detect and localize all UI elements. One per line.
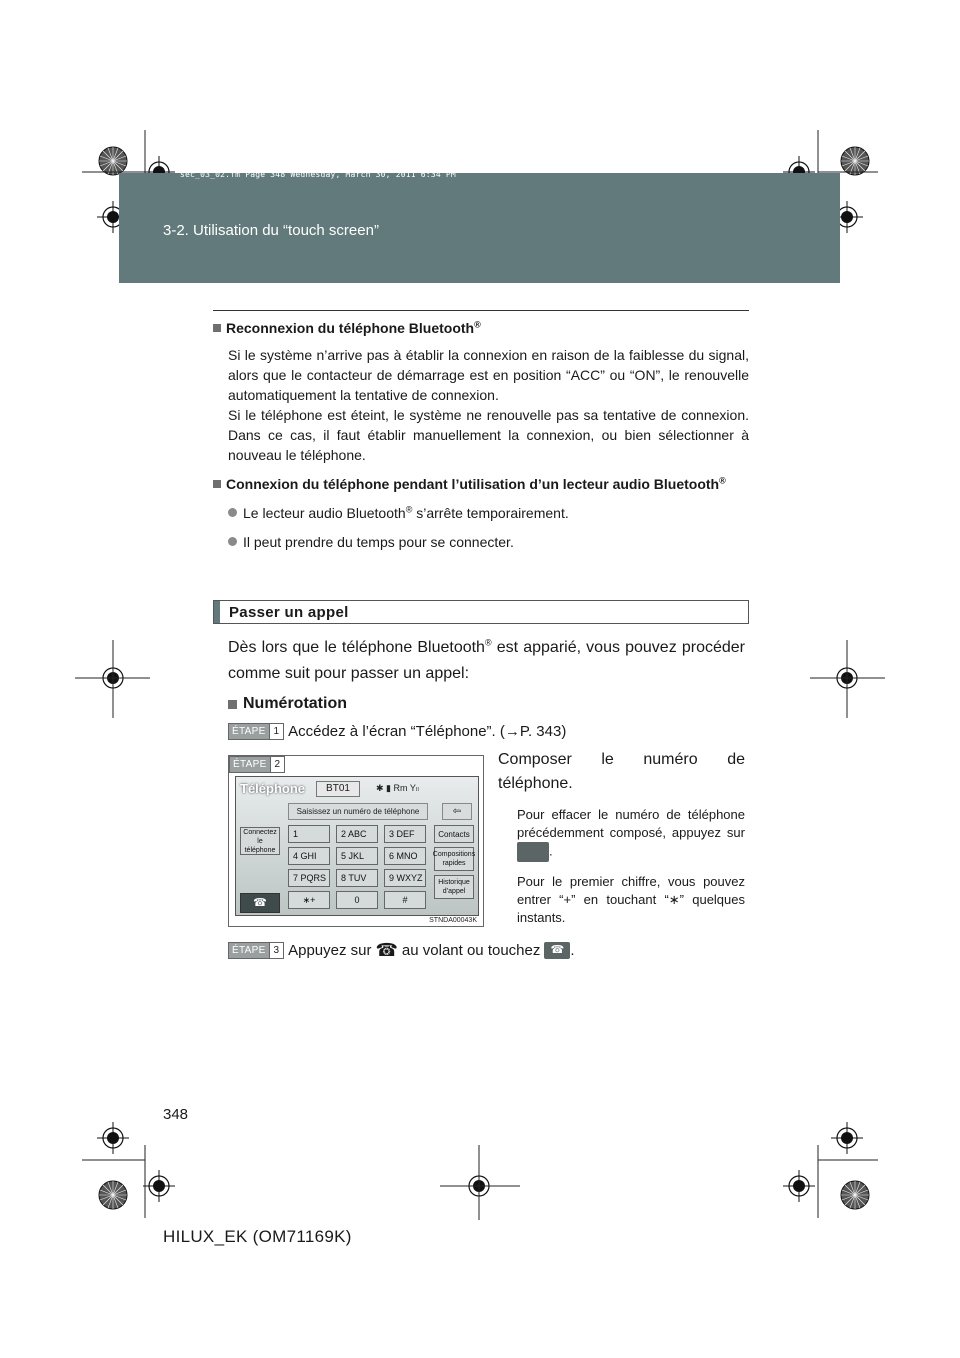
reconnect-heading: Reconnexion du téléphone Bluetooth® <box>213 318 749 338</box>
phone-screen <box>235 776 479 916</box>
bullet-icon <box>228 508 237 517</box>
figure-code: STNDA00043K <box>429 917 477 924</box>
key-8: 8 TUV <box>336 869 378 887</box>
bt-device-name: BT01 <box>316 781 360 797</box>
file-stamp: sec_03_02.fm Page 348 Wednesday, March 30, 2011 6:34 PM <box>180 170 456 179</box>
key-7: 7 PQRS <box>288 869 330 887</box>
section-breadcrumb: 3-2. Utilisation du “touch screen” <box>163 222 379 239</box>
key-0: 0 <box>336 891 378 909</box>
connect-phone-button: Connectez le téléphone <box>240 827 280 855</box>
square-bullet-icon <box>228 700 237 709</box>
step-1: ÉTAPE 1 Accédez à l’écran “Téléphone”. (→P. 343) <box>228 723 566 740</box>
info-block <box>213 318 749 552</box>
status-icons: ✱ ▮ Rm Yₗₗ <box>376 783 419 793</box>
step-2-text: Composer le numéro de téléphone. <box>498 751 745 792</box>
steering-phone-icon: ☎ <box>375 940 398 960</box>
step-3: ÉTAPE 3 Appuyez sur ☎ au volant ou touchez ☎ . <box>228 940 575 961</box>
key-6: 6 MNO <box>384 847 426 865</box>
bullet-icon <box>228 537 237 546</box>
backspace-icon: ⇦ <box>442 803 472 820</box>
model-code: HILUX_EK (OM71169K) <box>163 1227 352 1246</box>
screen-title: Téléphone <box>240 781 306 796</box>
intro-text: Dès lors que le téléphone Bluetooth® est apparié, vous pouvez procéder comme suit pour passer un appel: <box>228 637 745 682</box>
step-badge: ÉTAPE 3 <box>228 942 284 959</box>
key-4: 4 GHI <box>288 847 330 865</box>
step-badge: ÉTAPE 1 <box>228 723 284 740</box>
square-bullet-icon <box>213 324 221 332</box>
call-icon: ☎ <box>240 893 280 913</box>
page-number: 348 <box>163 1106 189 1123</box>
key-3: 3 DEF <box>384 825 426 843</box>
numbering-heading: Numérotation <box>228 695 347 713</box>
contacts-button: Contacts <box>434 825 474 843</box>
reconnect-para-2: Si le téléphone est éteint, le système ne renouvelle pas sa tentative de connexion. Dans ce cas, il faut établir manuellement la connexion, ou bien sélectionner à nouveau le téléphone. <box>228 407 749 463</box>
section-title: Passer un appel <box>229 603 349 621</box>
backspace-icon <box>517 842 549 862</box>
reconnect-para-1: Si le système n’arrive pas à établir la connexion en raison de la faiblesse du signal, alors que le contacteur de démarrage est en position “ACC” ou “ON”, le renouvelle automatiquement la tentative de connexion. <box>228 347 749 403</box>
section-title-bar <box>213 600 749 624</box>
note-plus: Pour le premier chiffre, vous pouvez entrer “+” en touchant “∗” quelques instants. <box>517 874 745 925</box>
number-input: Saisissez un numéro de téléphone <box>288 803 428 820</box>
key-star: ∗+ <box>288 891 330 909</box>
key-hash: # <box>384 891 426 909</box>
step-badge: ÉTAPE 2 <box>229 756 285 773</box>
speed-dial-button: Compositions rapides <box>434 847 474 871</box>
history-button: Historique d’appel <box>434 875 474 899</box>
phone-screen-figure <box>228 755 484 927</box>
audio-heading: Connexion du téléphone pendant l’utilisation d’un lecteur audio Bluetooth® <box>213 474 749 494</box>
note-erase: Pour effacer le numéro de téléphone précédemment composé, appuyez sur . <box>517 806 745 862</box>
square-bullet-icon <box>213 480 221 488</box>
top-rule <box>213 310 749 311</box>
key-9: 9 WXYZ <box>384 869 426 887</box>
key-5: 5 JKL <box>336 847 378 865</box>
key-2: 2 ABC <box>336 825 378 843</box>
list-item: Le lecteur audio Bluetooth® s’arrête temporairement. <box>213 503 749 523</box>
list-item: Il peut prendre du temps pour se connecter. <box>213 532 749 552</box>
key-1: 1 <box>288 825 330 843</box>
call-button-icon: ☎ <box>544 942 570 959</box>
